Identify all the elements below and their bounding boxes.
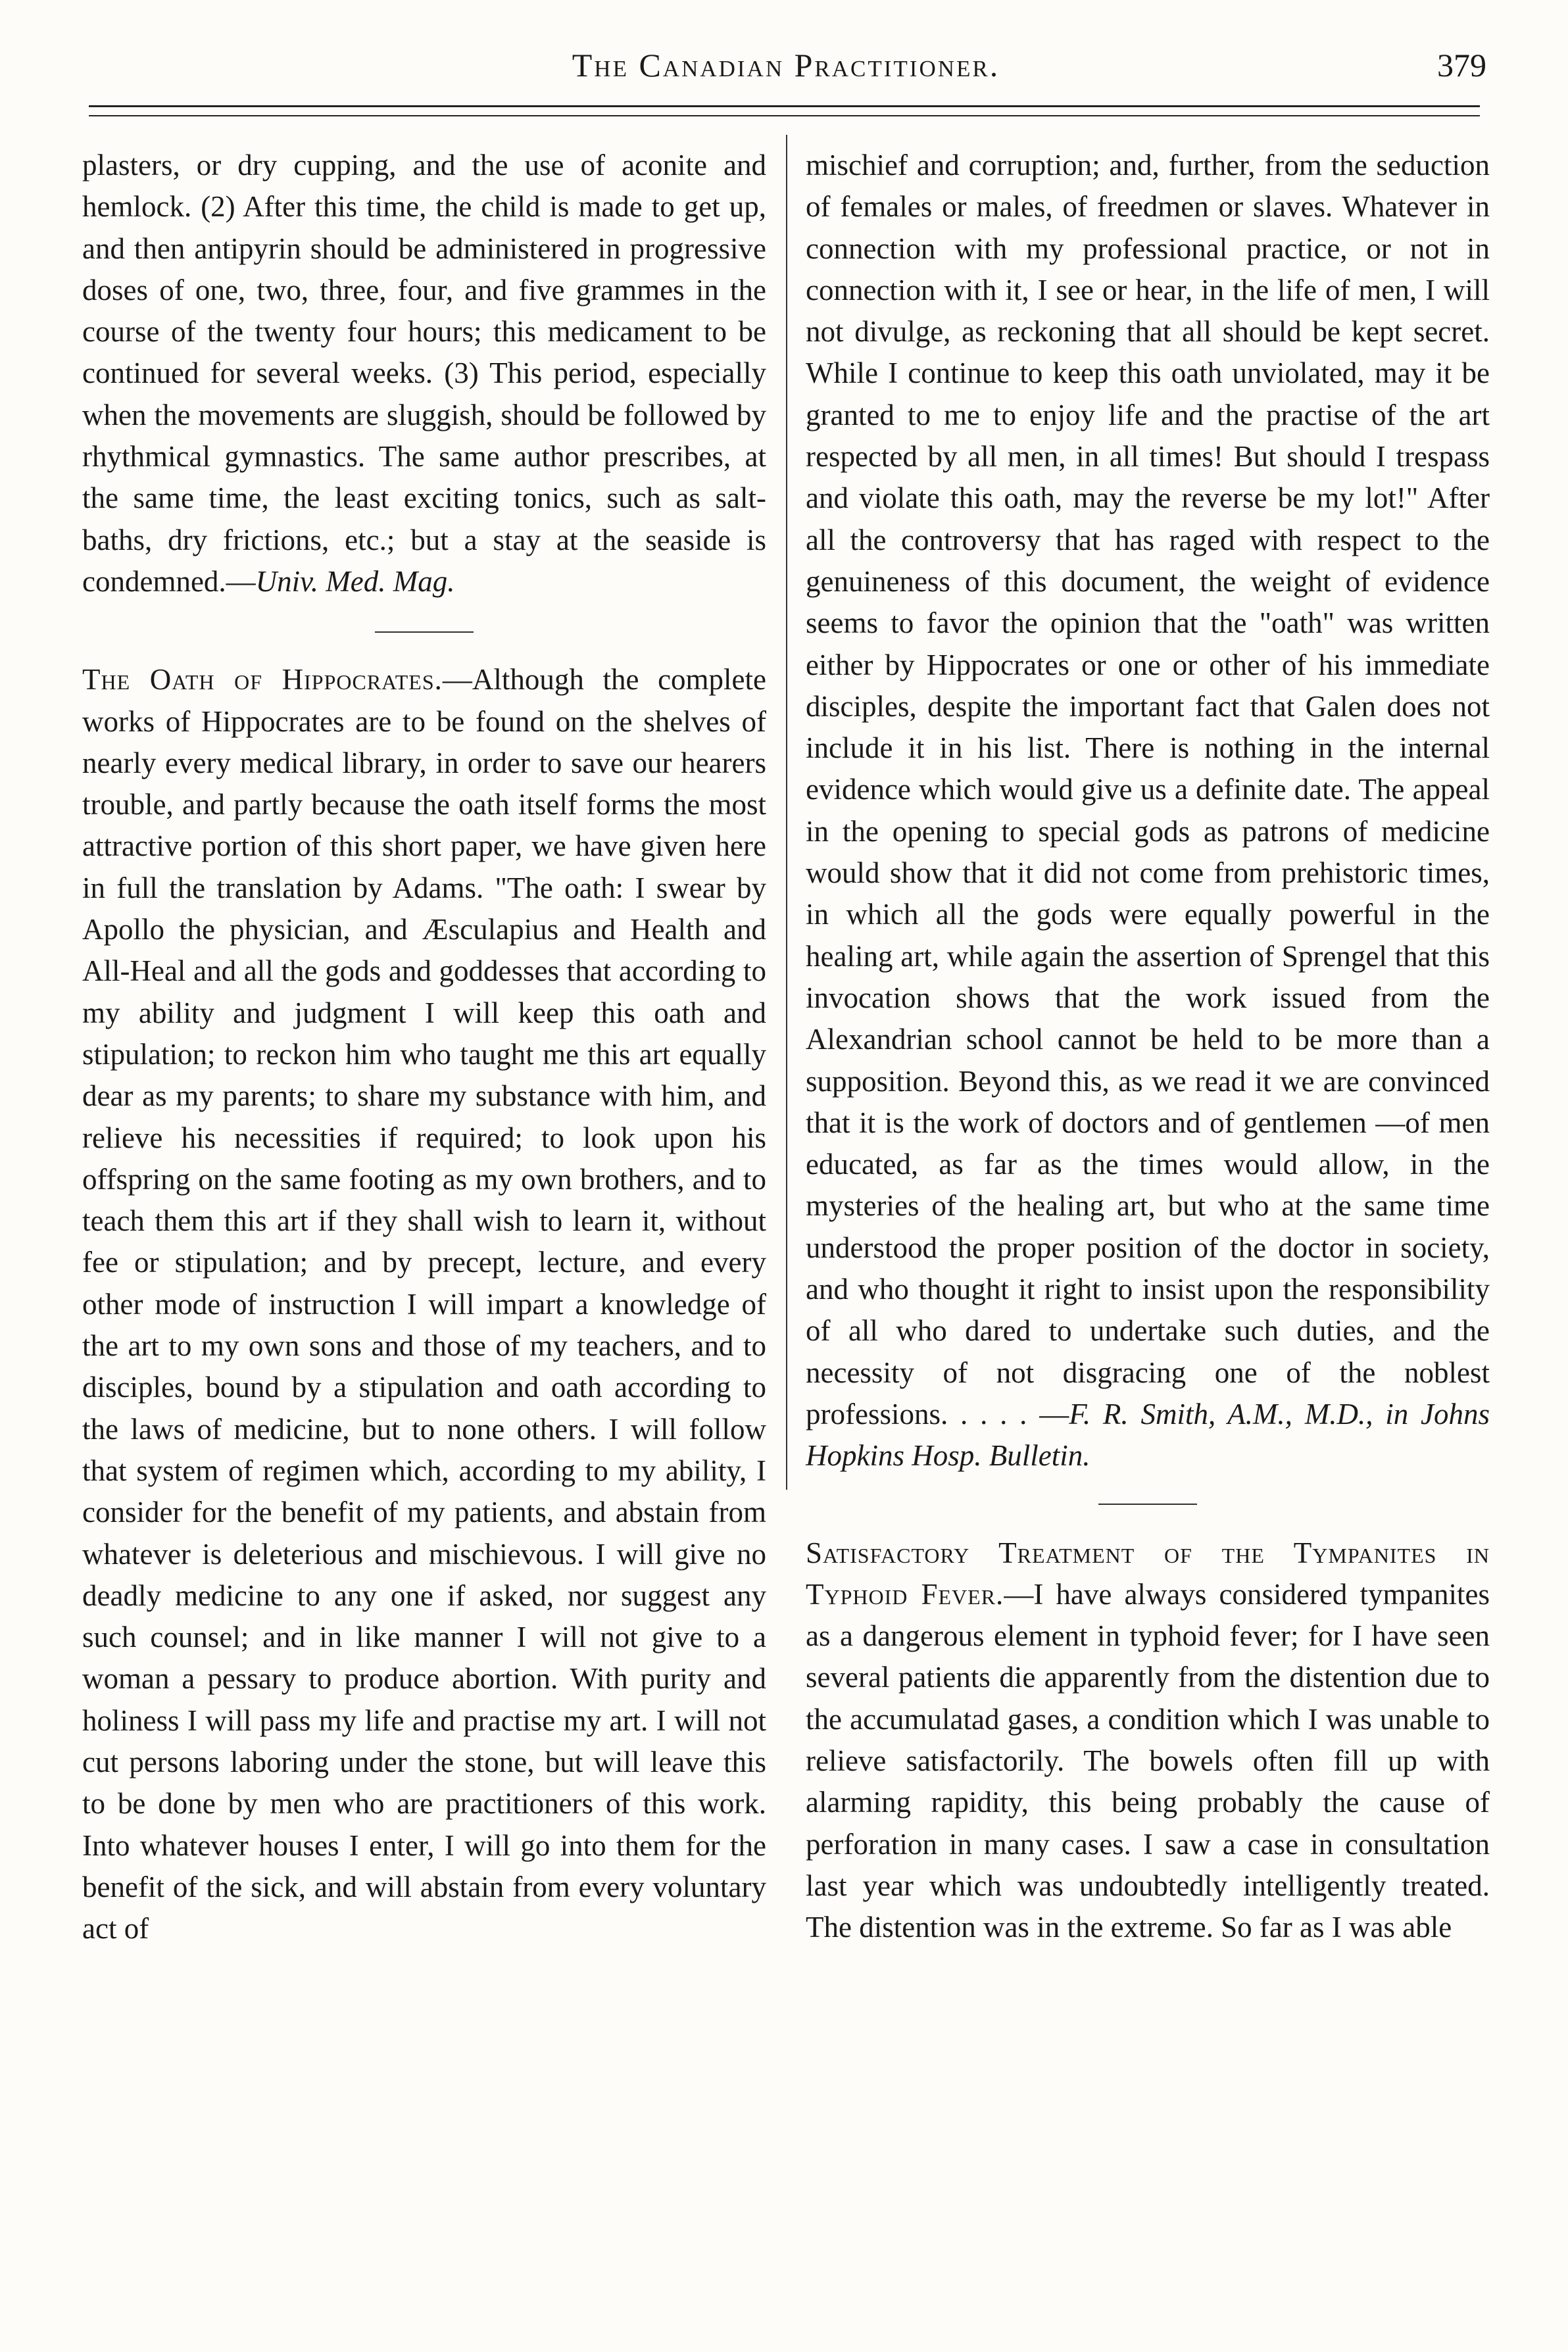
article-text: —Although the complete works of Hippocrates are to be found on the shelves of nearly every medical library, in order to save our hearers trouble, and partly because the oath itself forms the most attractive portion of this short paper, we have given here in full the translation by Adams. "The oath: I swear by Apollo the physician, and Æsculapius and Health and All-Heal and all the gods and goddesses that according to my ability and judgment I will keep this oath and stipulation; to reckon him who taught me this art equally dear as my parents; to share my substance with him, and relieve his necessities if required; to look upon his offspring on the same footing as my own brothers, and to teach them this art if they shall wish to learn it, without fee or stipulation; and by precept, lecture, and every other mode of instruction I will impart a knowledge of the art to my own sons and those of my teachers, and to disciples, bound by a stipulation and oath according to the laws of medicine, but to none others. I will follow that system of regimen which, according to my ability, I consider for the benefit of my patients, and abstain from whatever is deleterious and mischievous. I will give no deadly medicine to any one if asked, nor suggest any such counsel; and in like manner I will not give to a woman a pessary to produce abortion. With purity and holiness I will pass my life and practise my art. I will not cut persons laboring under the stone, but will leave this to be done by men who are practitioners of this work. Into whatever houses I enter, I will go into them for the benefit of the sick, and will abstain from every voluntary act of: [82, 663, 767, 1946]
page-header: [79, 46, 1493, 99]
header-rule: [89, 105, 1480, 107]
header-rule-double: [89, 115, 1480, 116]
section-separator: [375, 631, 474, 633]
article-oath-continuation: [806, 145, 1490, 1477]
article-oath-of-hippocrates: [82, 659, 766, 1949]
running-title: The Canadian Practitioner.: [572, 47, 1000, 84]
attribution: F. R. Smith, A.M., M.D., in Johns Hopkins Hosp. Bulletin.: [806, 1397, 1490, 1473]
left-column: [82, 145, 766, 1949]
source-citation: Univ. Med. Mag.: [255, 564, 455, 598]
section-separator: [1098, 1504, 1197, 1505]
paragraph-aconite-continuation: [82, 145, 766, 602]
article-heading: Satisfactory Treatment of the Tympanites in Typhoid Fever.: [806, 1536, 1490, 1611]
column-divider: [786, 135, 787, 1490]
page-number: 379: [1437, 47, 1486, 84]
article-text: mischief and corruption; and, further, from the seduction of females or males, of freedmen or slaves. Whatever in connection with my professional practice, or not in connection with it, I see or hear, in the life of men, I will not divulge, as reckoning that all should be kept secret. While I continue to keep this oath unviolated, may it be granted to me to enjoy life and the practise of the art respected by all men, in all times! But should I trespass and violate this oath, may the reverse be my lot!" After all the controversy that has raged with respect to the genuineness of this document, the weight of evidence seems to favor the opinion that the "oath" was written either by Hippocrates or one or other of his immediate disciples, despite the important fact that Galen does not include it in his list. There is nothing in the internal evidence which would give us a definite date. The appeal in the opening to special gods as patrons of medicine would show that it did not come from prehistoric times, in which all the gods were equally powerful in the healing art, while again the assertion of Sprengel that this invocation shows that the work issued from the Alexandrian school cannot be held to be more than a supposition. Beyond this, as we read it we are convinced that it is the work of doctors and of gentlemen —of men educated, as far as the times would allow, in the mysteries of the healing art, but who at the same time understood the proper position of the doctor in society, and who thought it right to insist upon the responsibility of all who dared to undertake such duties, and the necessity of not disgracing one of the noblest professions. . . . . —: [806, 149, 1490, 1431]
article-text: —I have always considered tympanites as a dangerous element in typhoid fever; for I have seen several patients die apparently from the distention due to the accumulatad gases, a condition which I was unable to relieve satisfactorily. The bowels often fill up with alarming rapidity, this being probably the cause of perforation in many cases. I saw a case in consultation last year which was undoubtedly intelligently treated. The distention was in the extreme. So far as I was able: [806, 1577, 1490, 1944]
article-tympanites-typhoid: [806, 1532, 1490, 1949]
right-column: [806, 145, 1490, 1948]
article-heading: The Oath of Hippocrates.: [82, 663, 443, 697]
paragraph-text: plasters, or dry cupping, and the use of aconite and hemlock. (2) After this time, the child is made to get up, and then antipyrin should be administered in progressive doses of one, two, three, four, and five grammes in the course of the twenty four hours; this medicament to be continued for several weeks. (3) This period, especially when the movements are sluggish, should be followed by rhythmical gymnastics. The same author prescribes, at the same time, the least exciting tonics, such as salt-baths, dry frictions, etc.; but a stay at the seaside is condemned.—: [82, 149, 766, 598]
